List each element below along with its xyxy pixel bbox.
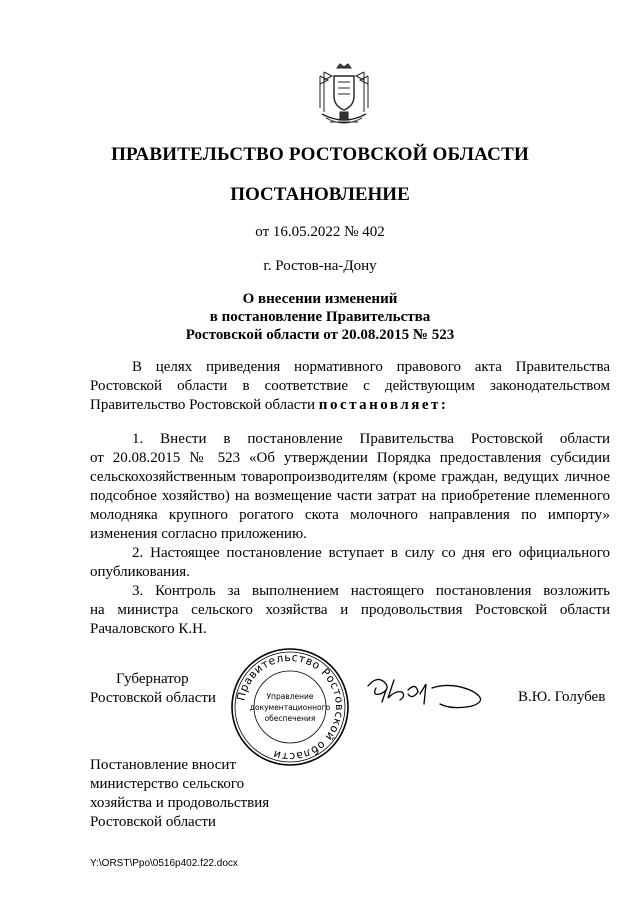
resolves-word: постановляет:	[318, 397, 449, 413]
svg-text:Правительство Ростовской облас: Правительство Ростовской области	[234, 650, 347, 764]
preamble-line: В целях приведения нормативного правового акта Правительства	[132, 359, 610, 375]
subject-line: О внесении изменений	[242, 291, 398, 307]
file-path: Y:\ORST\Ppo\0516p402.f22.docx	[90, 858, 238, 869]
signer-name: В.Ю. Голубев	[518, 689, 606, 705]
item-line: изменения согласно приложению.	[90, 526, 307, 542]
svg-text:документационного: документационного	[249, 703, 331, 712]
document-subject	[0, 290, 640, 344]
item-line: 3. Контроль за выполнением настоящего постановления возложить	[132, 583, 610, 599]
item-line: на министра сельского хозяйства и продовольствия Ростовской области	[90, 602, 610, 618]
item-line: опубликования.	[90, 564, 190, 580]
item-line: Рачаловского К.Н.	[90, 621, 207, 637]
preamble-line	[90, 396, 610, 415]
government-title: ПРАВИТЕЛЬСТВО РОСТОВСКОЙ ОБЛАСТИ	[111, 144, 529, 165]
signer-position: Губернатор	[116, 671, 189, 687]
item-line: 1. Внести в постановление Правительства Ростовской области	[132, 431, 610, 447]
introduced-line: хозяйства и продовольствия	[90, 795, 270, 811]
handwritten-signature	[360, 668, 500, 718]
introduced-line: Ростовской области	[90, 814, 216, 830]
introduced-by	[90, 756, 269, 832]
coat-of-arms-icon	[316, 62, 372, 130]
item-line: 2. Настоящее постановление вступает в силу со дня его официального	[132, 545, 610, 561]
subject-line: Ростовской области от 20.08.2015 № 523	[185, 327, 455, 343]
introduced-line: Постановление вносит	[90, 757, 237, 773]
item-line: молодняка крупного рогатого скота молочного направления по импорту»	[90, 507, 610, 523]
official-stamp	[228, 645, 352, 769]
subject-line: в постановление Правительства	[209, 309, 431, 325]
svg-text:Управление: Управление	[266, 692, 314, 701]
city: г. Ростов-на-Дону	[263, 258, 377, 274]
preamble-text: Правительство Ростовской области	[90, 397, 316, 413]
signer-region: Ростовской области	[90, 690, 216, 706]
preamble-line: Ростовской области в соответствие с действующим законодательством	[90, 378, 610, 394]
date-number: от 16.05.2022 № 402	[255, 224, 385, 240]
item-line: сельскохозяйственным товаропроизводителям (кроме граждан, ведущих личное	[90, 469, 610, 485]
item-1	[90, 430, 610, 544]
introduced-line: министерство сельского	[90, 776, 245, 792]
item-line: подсобное хозяйство) на возмещение части затрат на приобретение племенного	[90, 488, 610, 504]
preamble	[90, 358, 610, 415]
item-line: от 20.08.2015 № 523 «Об утверждении Порядка предоставления субсидии	[90, 450, 610, 466]
document-type: ПОСТАНОВЛЕНИЕ	[230, 184, 410, 205]
item-3	[90, 582, 610, 639]
svg-text:обеспечения: обеспечения	[264, 714, 316, 723]
item-2	[90, 544, 610, 582]
